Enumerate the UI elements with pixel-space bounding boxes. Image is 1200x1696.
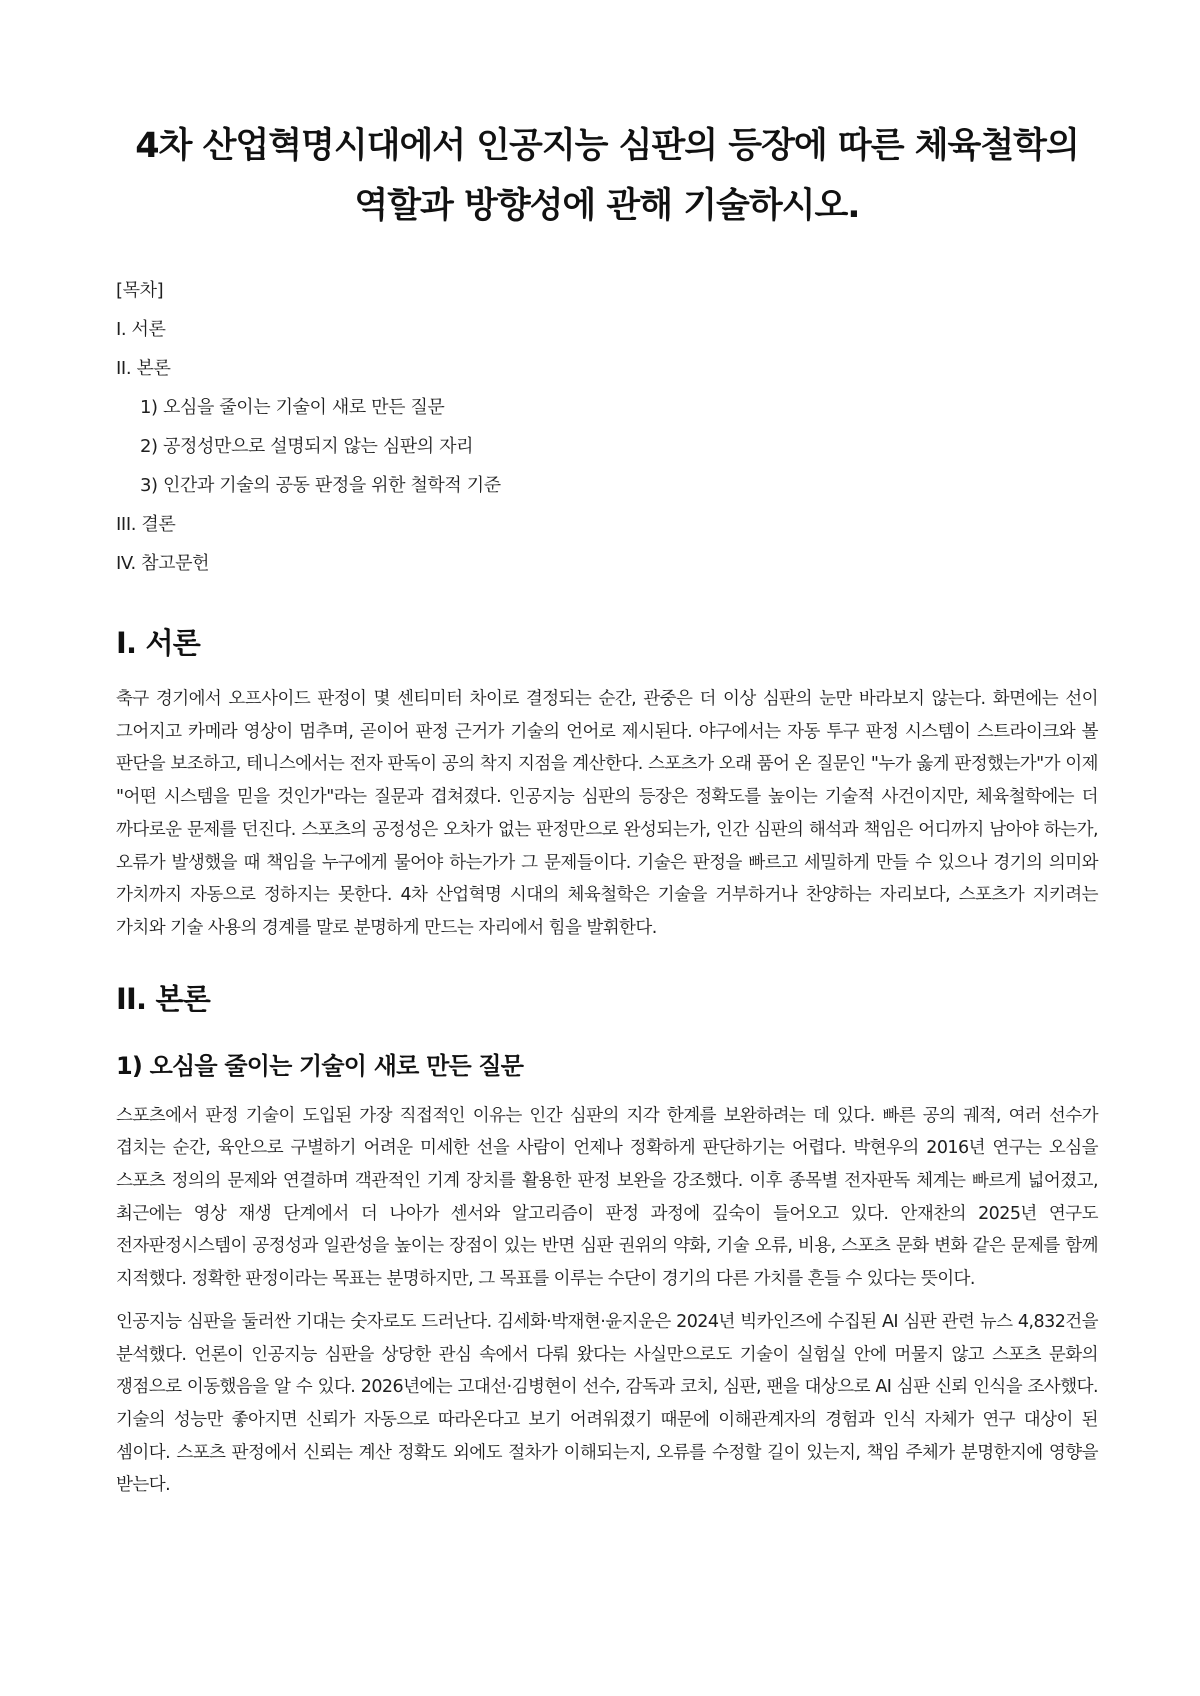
toc-item-references: IV. 참고문헌 xyxy=(116,553,210,574)
subsection-1-paragraph-2: 인공지능 심판을 둘러싼 기대는 숫자로도 드러난다. 김세화·박재현·윤지운은 2024년 빅카인즈에 수집된 AI 심판 관련 뉴스 4,832건을 분석했다. 언론이 인공지능 심판을 상당한 관심 속에서 다뤄 왔다는 사실만으로도 기술이 실험실 안에 머물지 않고 스포츠 문화의 쟁점으로 이동했음을 알 수 있다. 2026년에는 고대선·김병현이 선수, 감독과 코치, 심판, 팬을 대상으로 AI 심판 신뢰 인식을 조사했다. 기술의 성능만 좋아지면 신뢰가 자동으로 따라온다고 보기 어려워졌기 때문에 이해관계자의 경험과 인식 자체가 연구 대상이 된 셈이다. 스포츠 판정에서 신뢰는 계산 정확도 외에도 절차가 이해되는지, 오류를 수정할 길이 있는지, 책임 주체가 분명한지에 영향을 받는다. xyxy=(116,1311,1098,1496)
toc-item-body: II. 본론 xyxy=(116,358,171,379)
toc-heading: [목차] xyxy=(116,280,164,301)
subsection-heading-1: 1) 오심을 줄이는 기술이 새로 만든 질문 xyxy=(116,1051,524,1080)
table-of-contents xyxy=(116,280,1098,575)
section-heading-introduction: I. 서론 xyxy=(116,626,200,660)
toc-item-body-2: 2) 공정성만으로 설명되지 않는 심판의 자리 xyxy=(140,436,474,457)
subsection-1-paragraph-1: 스포츠에서 판정 기술이 도입된 가장 직접적인 이유는 인간 심판의 지각 한계를 보완하려는 데 있다. 빠른 공의 궤적, 여러 선수가 겹치는 순간, 육안으로 구별하기 어려운 미세한 선을 사람이 언제나 정확하게 판단하기는 어렵다. 박현우의 2016년 연구는 오심을 스포츠 정의의 문제와 연결하며 객관적인 기계 장치를 활용한 판정 보완을 강조했다. 이후 종목별 전자판독 체계는 빠르게 넓어졌고, 최근에는 영상 재생 단계에서 더 나아가 센서와 알고리즘이 판정 과정에 깊숙이 들어오고 있다. 안재찬의 2025년 연구도 전자판정시스템이 공정성과 일관성을 높이는 장점이 있는 반면 심판 권위의 약화, 기술 오류, 비용, 스포츠 문화 변화 같은 문제를 함께 지적했다. 정확한 판정이라는 목표는 분명하지만, 그 목표를 이루는 수단이 경기의 다른 가치를 흔들 수 있다는 뜻이다. xyxy=(116,1105,1098,1290)
introduction-paragraph: 축구 경기에서 오프사이드 판정이 몇 센티미터 차이로 결정되는 순간, 관중은 더 이상 심판의 눈만 바라보지 않는다. 화면에는 선이 그어지고 카메라 영상이 멈추며, 곧이어 판정 근거가 기술의 언어로 제시된다. 야구에서는 자동 투구 판정 시스템이 스트라이크와 볼 판단을 보조하고, 테니스에서는 전자 판독이 공의 착지 지점을 계산한다. 스포츠가 오래 품어 온 질문인 "누가 옳게 판정했는가"가 이제 "어떤 시스템을 믿을 것인가"라는 질문과 겹쳐졌다. 인공지능 심판의 등장은 정확도를 높이는 기술적 사건이지만, 체육철학에는 더 까다로운 문제를 던진다. 스포츠의 공정성은 오차가 없는 판정만으로 완성되는가, 인간 심판의 해석과 책임은 어디까지 남아야 하는가, 오류가 발생했을 때 책임을 누구에게 물어야 하는가가 그 문제들이다. 기술은 판정을 빠르고 세밀하게 만들 수 있으나 경기의 의미와 가치까지 자동으로 정하지는 못한다. 4차 산업혁명 시대의 체육철학은 기술을 거부하거나 찬양하는 자리보다, 스포츠가 지키려는 가치와 기술 사용의 경계를 말로 분명하게 만드는 자리에서 힘을 발휘한다. xyxy=(116,689,1098,938)
toc-item-introduction: I. 서론 xyxy=(116,319,166,340)
document-title: 4차 산업혁명시대에서 인공지능 심판의 등장에 따른 체육철학의 역할과 방향성에 관해 기술하시오. xyxy=(135,126,1079,226)
section-heading-body: II. 본론 xyxy=(116,981,210,1016)
toc-item-body-3: 3) 인간과 기술의 공동 판정을 위한 철학적 기준 xyxy=(140,475,501,496)
toc-item-conclusion: III. 결론 xyxy=(116,514,176,535)
toc-item-body-1: 1) 오심을 줄이는 기술이 새로 만든 질문 xyxy=(140,397,445,418)
